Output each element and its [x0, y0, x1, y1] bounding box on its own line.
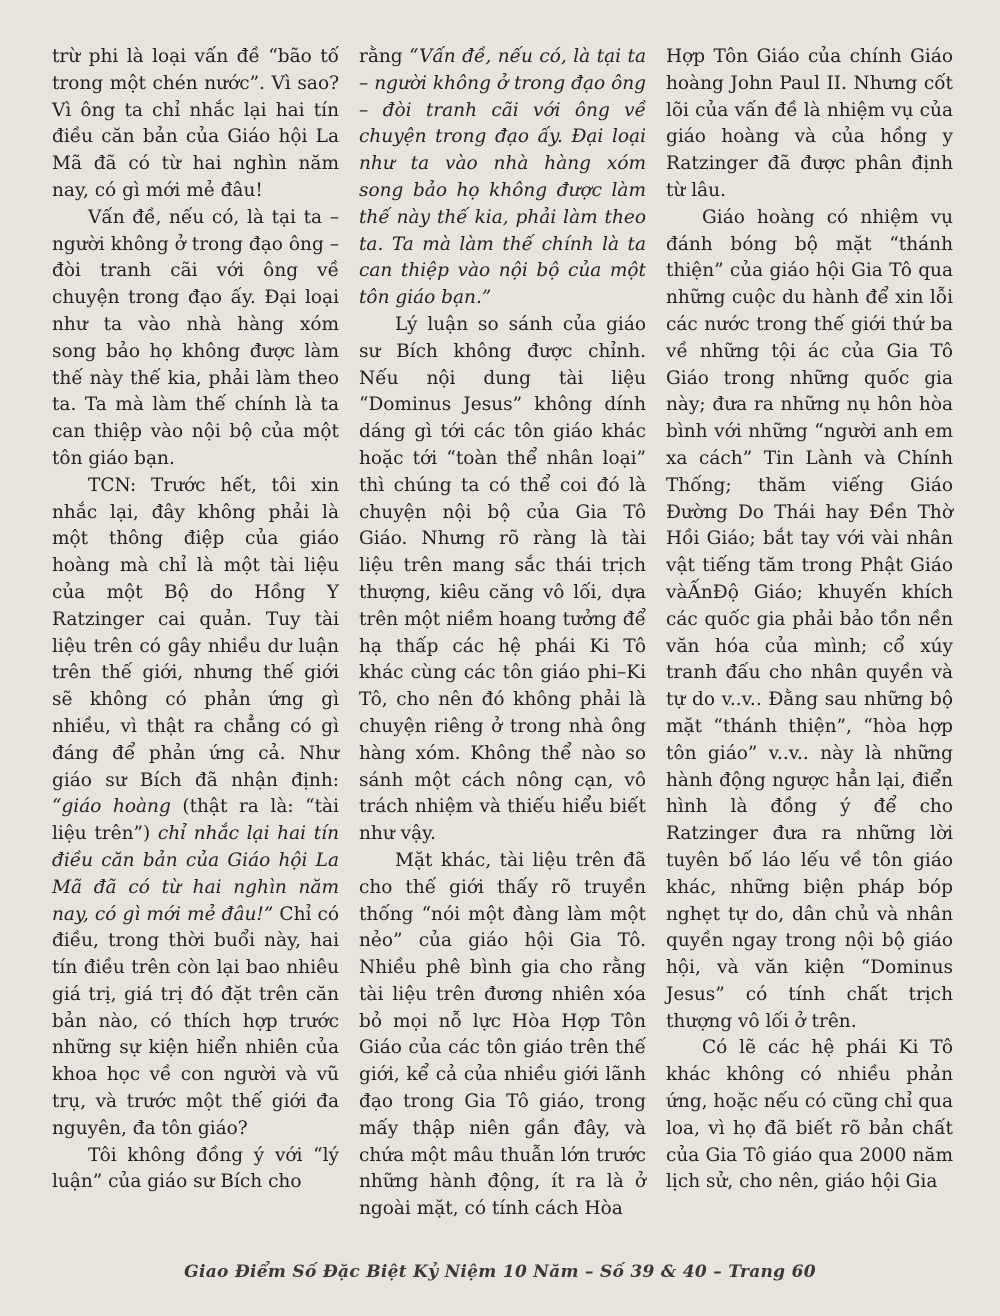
- page-footer: Giao Điểm Số Đặc Biệt Kỷ Niệm 10 Năm – Số 39 & 40 – Trang 60: [184, 1262, 816, 1282]
- paragraph: Có lẽ các hệ phái Ki Tô khác không có nhiều phản ứng, hoặc nếu có cũng chỉ qua loa, vì họ đã biết rõ bản chất của Gia Tô giáo qua 2000 năm lịch sử, cho nên, giáo hội Gia: [666, 1037, 954, 1193]
- paragraph: [359, 44, 646, 312]
- paragraph-text: TCN: Trước hết, tôi xin nhắc lại, đây không phải là một thông điệp của giáo hoàng mà chỉ là một tài liệu của một Bộ do Hồng Y Ratzinger cai quản. Tuy tài liệu trên có gây nhiều dư luận trên thế giới, nhưng thế giới sẽ không có phản ứng gì nhiều, vì thật ra chẳng có gì đáng để phản ứng cả. Như giáo sư Bích đã nhận định:: [52, 474, 339, 791]
- paragraph-text: Chỉ có điều, trong thời buổi này, hai tín điều trên còn lại bao nhiêu giá trị, giá trị đó đặt trên căn bản nào, có thích hợp trước những sự kiện hiển nhiên của khoa học về con người và vũ trụ, và trước một thế giới đa nguyên, đa tôn giáo?: [52, 903, 340, 1139]
- quote-italic: chỉ nhắc lại hai tín điều căn bản của Giáo hội La Mã đã có từ hai nghìn năm nay, có gì mới mẻ đâu!”: [52, 823, 339, 925]
- quote-italic: “giáo hoàng: [52, 796, 171, 818]
- paragraph: Vấn đề, nếu có, là tại ta – người không ở trong đạo ông – đòi tranh cãi với ông về chuyện trong đạo ấy. Đại loại như ta vào nhà hàng xóm song bảo họ không được làm thế này thế kia, phải làm theo ta. Ta mà làm thế chính là ta can thiệp vào nội bộ của một tôn giáo bạn.: [52, 206, 339, 469]
- quote-italic: “Vấn đề, nếu có, là tại ta – người không ở trong đạo ông – đòi tranh cãi với ông về chuyện trong đạo ấy. Đại loại như ta vào nhà hàng xóm song bảo họ không được làm thế này thế kia, phải làm theo ta. Ta mà làm thế chính là ta can thiệp vào nội bộ của một tôn giáo bạn.”: [359, 46, 646, 309]
- paragraph: trừ phi là loại vấn đề “bão tố trong một chén nước”. Vì sao? Vì ông ta chỉ nhắc lại hai tín điều căn bản của Giáo hội La Mã đã có từ hai nghìn năm nay, có gì mới mẻ đâu!: [52, 46, 339, 201]
- paragraph-text: (thật ra là: “tài liệu trên”): [52, 796, 339, 845]
- paragraph: Lý luận so sánh của giáo sư Bích không được chỉnh. Nếu nội dung tài liệu “Dominus Jesus” không dính dáng gì tới các tôn giáo khác hoặc tới “toàn thể nhân loại” thì chúng ta có thể coi đó là chuyện nội bộ của Gia Tô Giáo. Nhưng rõ ràng là tài liệu trên mang sắc thái trịch thượng, kiêu căng vô lối, dựa trên một niềm hoang tưởng để hạ thấp các hệ phái Ki Tô khác cùng các tôn giáo phi–Ki Tô, cho nên đó không phải là chuyện riêng ở trong nhà ông hàng xóm. Không thể nào so sánh một cách nông cạn, vô trách nhiệm và thiếu hiểu biết như vậy.: [359, 313, 646, 845]
- paragraph: Tôi không đồng ý với “lý luận” của giáo sư Bích cho: [52, 1144, 339, 1193]
- text-column-1: [52, 44, 339, 1196]
- text-column-2: [359, 44, 646, 1223]
- paragraph: [52, 473, 339, 1143]
- paragraph: Hợp Tôn Giáo của chính Giáo hoàng John Paul II. Nhưng cốt lõi của vấn đề là nhiệm vụ của giáo hoàng và của hồng y Ratzinger đã được phân định từ lâu.: [666, 46, 953, 201]
- text-column-3: [666, 44, 953, 1196]
- paragraph: Giáo hoàng có nhiệm vụ đánh bóng bộ mặt “thánh thiện” của giáo hội Gia Tô qua những cuộc du hành để xin lỗi các nước trong thế giới thứ ba về những tội ác của Gia Tô Giáo trong những quốc gia này; đưa ra những nụ hôn hòa bình với những “người anh em xa cách” Tin Lành và Chính Thống; thăm viếng Giáo Đường Do Thái hay Đền Thờ Hồi Giáo; bắt tay với vài nhân vật tiếng tăm trong Phật Giáo vàẤnĐộ Giáo; khuyến khích các quốc gia phải bảo tồn nền văn hóa của mình; cổ xúy tranh đấu cho nhân quyền và tự do v..v.. Đằng sau những bộ mặt “thánh thiện”, “hòa hợp tôn giáo” v..v.. này là những hành động ngược hẳn lại, điển hình là đồng ý để cho Ratzinger đưa ra những lời tuyên bố láo lếu về tôn giáo khác, những biện pháp bóp nghẹt tự do, dân chủ và nhân quyền ngay trong nội bộ giáo hội, và văn kiện “Dominus Jesus” có tính chất trịch thượng vô lối ở trên.: [666, 206, 953, 1032]
- paragraph: Mặt khác, tài liệu trên đã cho thế giới thấy rõ truyền thống “nói một đàng làm một nẻo” của giáo hội Gia Tô. Nhiều phê bình gia cho rằng tài liệu trên đương nhiên xóa bỏ mọi nỗ lực Hòa Hợp Tôn Giáo của các tôn giáo trên thế giới, kể cả của nhiều giới lãnh đạo trong Gia Tô giáo, trong mấy thập niên gần đây, và chứa một mâu thuẫn lớn trước những hành động, ít ra là ở ngoài mặt, có tính cách Hòa: [359, 849, 646, 1220]
- paragraph-text: rằng: [359, 46, 410, 67]
